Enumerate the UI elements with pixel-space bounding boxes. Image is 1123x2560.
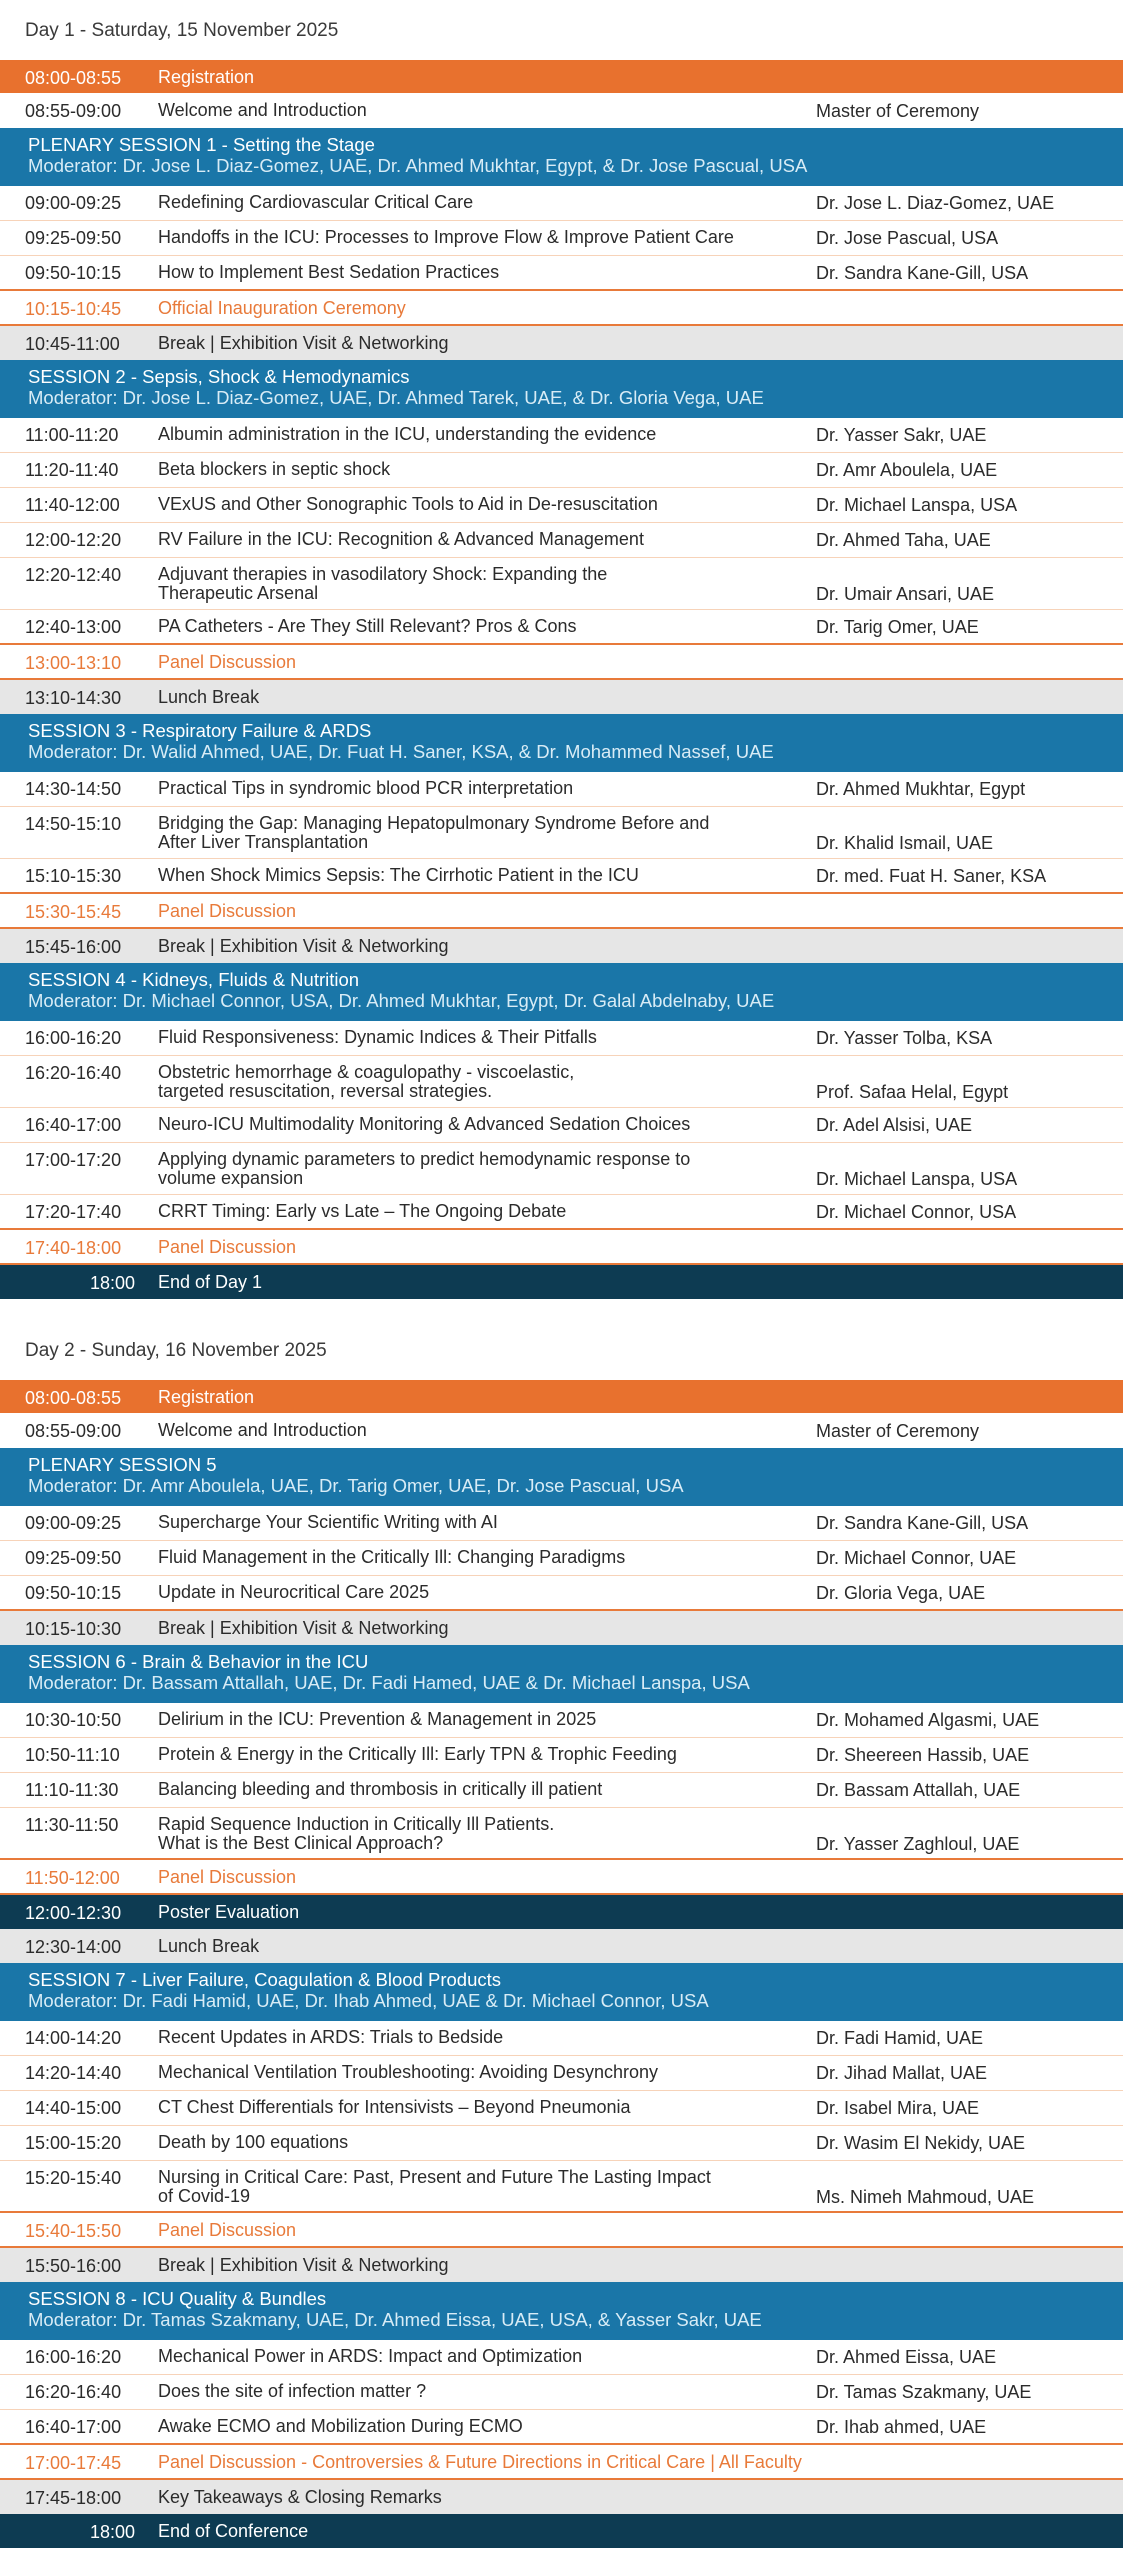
time-slot: 18:00 bbox=[89, 2522, 135, 2542]
talk-row bbox=[0, 558, 1123, 610]
session-moderators: Moderator: Dr. Walid Ahmed, UAE, Dr. Fuat H. Saner, KSA, & Dr. Mohammed Nassef, UAE bbox=[28, 741, 774, 762]
time-slot: 16:00-16:20 bbox=[25, 2347, 122, 2367]
time-slot: 17:00-17:45 bbox=[25, 2453, 122, 2473]
time-slot: 08:55-09:00 bbox=[25, 1421, 122, 1441]
speaker-name: Dr. Adel Alsisi, UAE bbox=[816, 1115, 973, 1135]
panel-discussion-row bbox=[0, 894, 1123, 929]
talk-title: Does the site of infection matter ? bbox=[158, 2381, 427, 2401]
talk-title-line: After Liver Transplantation bbox=[158, 832, 369, 852]
talk-title: Poster Evaluation bbox=[158, 1902, 300, 1922]
break-row bbox=[0, 326, 1123, 360]
talk-title-line: targeted resuscitation, reversal strategies. bbox=[158, 1081, 493, 1101]
talk-title bbox=[158, 1063, 574, 1101]
break-row bbox=[0, 1611, 1123, 1645]
time-slot: 09:00-09:25 bbox=[25, 193, 122, 213]
panel-discussion-row bbox=[0, 2213, 1123, 2248]
talk-title: End of Conference bbox=[158, 2521, 309, 2541]
talk-title-line: Bridging the Gap: Managing Hepatopulmonary Syndrome Before and bbox=[158, 813, 710, 833]
talk-title bbox=[158, 1815, 554, 1853]
speaker-name: Dr. Jose L. Diaz-Gomez, UAE bbox=[816, 193, 1055, 213]
welcome-row bbox=[0, 93, 1123, 128]
talk-row bbox=[0, 1195, 1123, 1230]
talk-title: How to Implement Best Sedation Practices bbox=[158, 262, 500, 282]
talk-title: Panel Discussion - Controversies & Future Directions in Critical Care | All Faculty bbox=[158, 2452, 802, 2472]
talk-title bbox=[158, 565, 607, 603]
talk-title-line: Therapeutic Arsenal bbox=[158, 583, 319, 603]
speaker-name: Dr. Michael Connor, UAE bbox=[816, 1548, 1017, 1568]
talk-row bbox=[0, 859, 1123, 894]
time-slot: 15:50-16:00 bbox=[25, 2256, 122, 2276]
time-slot: 14:00-14:20 bbox=[25, 2028, 122, 2048]
talk-title: When Shock Mimics Sepsis: The Cirrhotic Patient in the ICU bbox=[158, 865, 639, 885]
time-slot: 12:30-14:00 bbox=[25, 1937, 122, 1957]
speaker-name: Dr. Wasim El Nekidy, UAE bbox=[816, 2133, 1026, 2153]
time-slot: 09:25-09:50 bbox=[25, 228, 122, 248]
talk-title: Break | Exhibition Visit & Networking bbox=[158, 2255, 449, 2275]
time-slot: 08:00-08:55 bbox=[25, 1388, 122, 1408]
talk-row bbox=[0, 2161, 1123, 2213]
time-slot: 10:30-10:50 bbox=[25, 1710, 122, 1730]
talk-row bbox=[0, 1541, 1123, 1576]
time-slot: 14:30-14:50 bbox=[25, 779, 122, 799]
talk-title: Update in Neurocritical Care 2025 bbox=[158, 1582, 430, 1602]
time-slot: 11:40-12:00 bbox=[25, 495, 120, 515]
end-row bbox=[0, 1265, 1123, 1299]
talk-row bbox=[0, 2375, 1123, 2410]
talk-title: Protein & Energy in the Critically Ill: Early TPN & Trophic Feeding bbox=[158, 1744, 677, 1764]
session-header bbox=[0, 1963, 1123, 2021]
session-moderators: Moderator: Dr. Jose L. Diaz-Gomez, UAE, Dr. Ahmed Tarek, UAE, & Dr. Gloria Vega, UAE bbox=[28, 387, 764, 408]
speaker-name: Dr. Amr Aboulela, UAE bbox=[816, 460, 998, 480]
talk-row bbox=[0, 1703, 1123, 1738]
time-slot: 10:15-10:45 bbox=[25, 299, 122, 319]
time-slot: 10:50-11:10 bbox=[25, 1745, 120, 1765]
panel-discussion-row bbox=[0, 2445, 1123, 2480]
talk-title: End of Day 1 bbox=[158, 1272, 263, 1292]
session-title: SESSION 6 - Brain & Behavior in the ICU bbox=[28, 1651, 369, 1672]
speaker-name: Dr. Yasser Tolba, KSA bbox=[816, 1028, 993, 1048]
time-slot: 13:00-13:10 bbox=[25, 653, 122, 673]
time-slot: 11:20-11:40 bbox=[25, 460, 119, 480]
talk-title: Delirium in the ICU: Prevention & Management in 2025 bbox=[158, 1709, 597, 1729]
speaker-name: Dr. Ahmed Taha, UAE bbox=[816, 530, 991, 550]
time-slot: 14:20-14:40 bbox=[25, 2063, 122, 2083]
break-row bbox=[0, 929, 1123, 963]
speaker-name: Dr. Sandra Kane-Gill, USA bbox=[816, 263, 1029, 283]
talk-title: Neuro-ICU Multimodality Monitoring & Advanced Sedation Choices bbox=[158, 1114, 691, 1134]
talk-row bbox=[0, 418, 1123, 453]
talk-title: Supercharge Your Scientific Writing with AI bbox=[158, 1512, 498, 1532]
talk-title: Official Inauguration Ceremony bbox=[158, 298, 406, 318]
talk-row bbox=[0, 2126, 1123, 2161]
talk-title-line: Adjuvant therapies in vasodilatory Shock: Expanding the bbox=[158, 564, 608, 584]
time-slot: 12:00-12:30 bbox=[25, 1903, 122, 1923]
time-slot: 08:55-09:00 bbox=[25, 101, 122, 121]
time-slot: 13:10-14:30 bbox=[25, 688, 122, 708]
time-slot: 10:45-11:00 bbox=[25, 334, 120, 354]
time-slot: 17:20-17:40 bbox=[25, 1202, 122, 1222]
talk-row bbox=[0, 1738, 1123, 1773]
speaker-name: Dr. Fadi Hamid, UAE bbox=[816, 2028, 984, 2048]
speaker-name: Dr. Ahmed Eissa, UAE bbox=[816, 2347, 997, 2367]
talk-title: Panel Discussion bbox=[158, 1867, 297, 1887]
talk-row bbox=[0, 610, 1123, 645]
time-slot: 11:10-11:30 bbox=[25, 1780, 119, 1800]
time-slot: 11:00-11:20 bbox=[25, 425, 119, 445]
talk-row bbox=[0, 523, 1123, 558]
speaker-name: Dr. Ahmed Mukhtar, Egypt bbox=[816, 779, 1026, 799]
time-slot: 15:45-16:00 bbox=[25, 937, 122, 957]
talk-title: Albumin administration in the ICU, understanding the evidence bbox=[158, 424, 657, 444]
talk-row bbox=[0, 488, 1123, 523]
break-row bbox=[0, 2480, 1123, 2514]
talk-title: Panel Discussion bbox=[158, 901, 297, 921]
talk-title-line: Obstetric hemorrhage & coagulopathy - viscoelastic, bbox=[158, 1062, 575, 1082]
session-moderators: Moderator: Dr. Fadi Hamid, UAE, Dr. Ihab Ahmed, UAE & Dr. Michael Connor, USA bbox=[28, 1990, 709, 2011]
talk-row bbox=[0, 2021, 1123, 2056]
session-title: PLENARY SESSION 5 bbox=[28, 1454, 217, 1475]
session-header bbox=[0, 963, 1123, 1021]
time-slot: 14:40-15:00 bbox=[25, 2098, 122, 2118]
talk-title: Key Takeaways & Closing Remarks bbox=[158, 2487, 442, 2507]
talk-title: Redefining Cardiovascular Critical Care bbox=[158, 192, 474, 212]
talk-title bbox=[158, 814, 709, 852]
speaker-name: Dr. Gloria Vega, UAE bbox=[816, 1583, 986, 1603]
speaker-name: Dr. Jihad Mallat, UAE bbox=[816, 2063, 988, 2083]
end-row bbox=[0, 2514, 1123, 2548]
talk-title: Awake ECMO and Mobilization During ECMO bbox=[158, 2416, 523, 2436]
panel-discussion-row bbox=[0, 645, 1123, 680]
time-slot: 16:40-17:00 bbox=[25, 2417, 122, 2437]
talk-title: Lunch Break bbox=[158, 1936, 260, 1956]
time-slot: 11:30-11:50 bbox=[25, 1815, 119, 1835]
time-slot: 14:50-15:10 bbox=[25, 814, 122, 834]
time-slot: 09:00-09:25 bbox=[25, 1513, 122, 1533]
panel-discussion-row bbox=[0, 1860, 1123, 1895]
talk-title-line: of Covid-19 bbox=[158, 2186, 251, 2206]
break-row bbox=[0, 680, 1123, 714]
talk-title: CT Chest Differentials for Intensivists – Beyond Pneumonia bbox=[158, 2097, 631, 2117]
session-header bbox=[0, 1645, 1123, 1703]
time-slot: 16:40-17:00 bbox=[25, 1115, 122, 1135]
talk-row bbox=[0, 2410, 1123, 2445]
speaker-name: Ms. Nimeh Mahmoud, UAE bbox=[816, 2187, 1035, 2207]
talk-row bbox=[0, 2091, 1123, 2126]
talk-title-line: volume expansion bbox=[158, 1168, 304, 1188]
talk-row bbox=[0, 453, 1123, 488]
talk-title: Fluid Management in the Critically Ill: Changing Paradigms bbox=[158, 1547, 626, 1567]
speaker-name: Dr. Sandra Kane-Gill, USA bbox=[816, 1513, 1029, 1533]
talk-title: Panel Discussion bbox=[158, 652, 297, 672]
session-header bbox=[0, 128, 1123, 186]
talk-title bbox=[158, 1150, 690, 1188]
session-moderators: Moderator: Dr. Bassam Attallah, UAE, Dr. Fadi Hamed, UAE & Dr. Michael Lanspa, USA bbox=[28, 1672, 750, 1693]
talk-row bbox=[0, 1808, 1123, 1860]
talk-row bbox=[0, 1143, 1123, 1195]
talk-title-line: Applying dynamic parameters to predict hemodynamic response to bbox=[158, 1149, 691, 1169]
talk-row bbox=[0, 221, 1123, 256]
talk-title: Balancing bleeding and thrombosis in critically ill patient bbox=[158, 1779, 603, 1799]
talk-title: Mechanical Power in ARDS: Impact and Optimization bbox=[158, 2346, 583, 2366]
talk-title: Welcome and Introduction bbox=[158, 100, 367, 120]
talk-title: RV Failure in the ICU: Recognition & Advanced Management bbox=[158, 529, 644, 549]
speaker-name: Dr. Umair Ansari, UAE bbox=[816, 584, 995, 604]
day-2-heading: Day 2 - Sunday, 16 November 2025 bbox=[25, 1340, 327, 1361]
time-slot: 09:50-10:15 bbox=[25, 263, 122, 283]
poster-row bbox=[0, 1895, 1123, 1929]
speaker-name: Master of Ceremony bbox=[816, 101, 980, 121]
talk-title: Panel Discussion bbox=[158, 2220, 297, 2240]
speaker-name: Dr. Mohamed Algasmi, UAE bbox=[816, 1710, 1040, 1730]
time-slot: 08:00-08:55 bbox=[25, 68, 122, 88]
time-slot: 16:00-16:20 bbox=[25, 1028, 122, 1048]
talk-title: Recent Updates in ARDS: Trials to Bedside bbox=[158, 2027, 504, 2047]
speaker-name: Dr. Khalid Ismail, UAE bbox=[816, 833, 994, 853]
speaker-name: Dr. med. Fuat H. Saner, KSA bbox=[816, 866, 1047, 886]
talk-title-line: Rapid Sequence Induction in Critically Ill Patients. bbox=[158, 1814, 555, 1834]
talk-row bbox=[0, 1576, 1123, 1611]
time-slot: 12:40-13:00 bbox=[25, 617, 122, 637]
registration-row bbox=[0, 60, 1123, 93]
time-slot: 10:15-10:30 bbox=[25, 1619, 122, 1639]
session-title: SESSION 3 - Respiratory Failure & ARDS bbox=[28, 720, 372, 741]
talk-title: VExUS and Other Sonographic Tools to Aid in De-resuscitation bbox=[158, 494, 658, 514]
speaker-name: Dr. Sheereen Hassib, UAE bbox=[816, 1745, 1030, 1765]
talk-title: Welcome and Introduction bbox=[158, 1420, 367, 1440]
session-title: SESSION 8 - ICU Quality & Bundles bbox=[28, 2288, 327, 2309]
speaker-name: Dr. Yasser Sakr, UAE bbox=[816, 425, 987, 445]
session-title: PLENARY SESSION 1 - Setting the Stage bbox=[28, 134, 375, 155]
talk-title: Beta blockers in septic shock bbox=[158, 459, 391, 479]
session-header bbox=[0, 360, 1123, 418]
talk-title: PA Catheters - Are They Still Relevant? Pros & Cons bbox=[158, 616, 577, 636]
talk-row bbox=[0, 1021, 1123, 1056]
session-header bbox=[0, 2282, 1123, 2340]
talk-title: Death by 100 equations bbox=[158, 2132, 349, 2152]
break-row bbox=[0, 1929, 1123, 1963]
talk-title: Break | Exhibition Visit & Networking bbox=[158, 333, 449, 353]
session-moderators: Moderator: Dr. Michael Connor, USA, Dr. Ahmed Mukhtar, Egypt, Dr. Galal Abdelnaby, UAE bbox=[28, 990, 775, 1011]
talk-title-line: Nursing in Critical Care: Past, Present and Future The Lasting Impact bbox=[158, 2167, 711, 2187]
time-slot: 12:20-12:40 bbox=[25, 565, 122, 585]
time-slot: 15:20-15:40 bbox=[25, 2168, 122, 2188]
time-slot: 09:50-10:15 bbox=[25, 1583, 122, 1603]
time-slot: 16:20-16:40 bbox=[25, 2382, 122, 2402]
talk-row bbox=[0, 1506, 1123, 1541]
time-slot: 15:00-15:20 bbox=[25, 2133, 122, 2153]
registration-row bbox=[0, 1380, 1123, 1413]
day-1-heading: Day 1 - Saturday, 15 November 2025 bbox=[25, 20, 339, 41]
talk-row bbox=[0, 772, 1123, 807]
speaker-name: Prof. Safaa Helal, Egypt bbox=[816, 1082, 1009, 1102]
talk-title: CRRT Timing: Early vs Late – The Ongoing Debate bbox=[158, 1201, 567, 1221]
talk-row bbox=[0, 807, 1123, 859]
time-slot: 17:00-17:20 bbox=[25, 1150, 122, 1170]
speaker-name: Dr. Bassam Attallah, UAE bbox=[816, 1780, 1021, 1800]
time-slot: 11:50-12:00 bbox=[25, 1868, 120, 1888]
talk-title: Break | Exhibition Visit & Networking bbox=[158, 1618, 449, 1638]
speaker-name: Dr. Tarig Omer, UAE bbox=[816, 617, 979, 637]
speaker-name: Dr. Michael Lanspa, USA bbox=[816, 1169, 1018, 1189]
break-row bbox=[0, 2248, 1123, 2282]
talk-title: Registration bbox=[158, 1387, 255, 1407]
session-title: SESSION 4 - Kidneys, Fluids & Nutrition bbox=[28, 969, 360, 990]
talk-title-line: What is the Best Clinical Approach? bbox=[158, 1833, 444, 1853]
talk-title: Handoffs in the ICU: Processes to Improve Flow & Improve Patient Care bbox=[158, 227, 734, 247]
talk-title: Practical Tips in syndromic blood PCR interpretation bbox=[158, 778, 574, 798]
session-header bbox=[0, 714, 1123, 772]
speaker-name: Master of Ceremony bbox=[816, 1421, 980, 1441]
speaker-name: Dr. Isabel Mira, UAE bbox=[816, 2098, 980, 2118]
time-slot: 17:40-18:00 bbox=[25, 1238, 122, 1258]
session-header bbox=[0, 1448, 1123, 1506]
speaker-name: Dr. Jose Pascual, USA bbox=[816, 228, 999, 248]
speaker-name: Dr. Tamas Szakmany, UAE bbox=[816, 2382, 1032, 2402]
session-title: SESSION 7 - Liver Failure, Coagulation & Blood Products bbox=[28, 1969, 502, 1990]
talk-row bbox=[0, 2056, 1123, 2091]
time-slot: 15:30-15:45 bbox=[25, 902, 122, 922]
speaker-name: Dr. Yasser Zaghloul, UAE bbox=[816, 1834, 1020, 1854]
talk-title: Mechanical Ventilation Troubleshooting: Avoiding Desynchrony bbox=[158, 2062, 658, 2082]
talk-row bbox=[0, 2340, 1123, 2375]
panel-discussion-row bbox=[0, 291, 1123, 326]
time-slot: 18:00 bbox=[89, 1273, 135, 1293]
time-slot: 17:45-18:00 bbox=[25, 2488, 122, 2508]
talk-row bbox=[0, 1108, 1123, 1143]
talk-title bbox=[158, 2168, 711, 2206]
time-slot: 15:40-15:50 bbox=[25, 2221, 122, 2241]
talk-title: Lunch Break bbox=[158, 687, 260, 707]
speaker-name: Dr. Michael Connor, USA bbox=[816, 1202, 1017, 1222]
talk-row bbox=[0, 1773, 1123, 1808]
time-slot: 12:00-12:20 bbox=[25, 530, 122, 550]
session-moderators: Moderator: Dr. Jose L. Diaz-Gomez, UAE, Dr. Ahmed Mukhtar, Egypt, & Dr. Jose Pascual, USA bbox=[28, 155, 808, 176]
talk-title: Break | Exhibition Visit & Networking bbox=[158, 936, 449, 956]
welcome-row bbox=[0, 1413, 1123, 1448]
panel-discussion-row bbox=[0, 1230, 1123, 1265]
talk-title: Fluid Responsiveness: Dynamic Indices & Their Pitfalls bbox=[158, 1027, 597, 1047]
time-slot: 16:20-16:40 bbox=[25, 1063, 122, 1083]
session-title: SESSION 2 - Sepsis, Shock & Hemodynamics bbox=[28, 366, 410, 387]
time-slot: 09:25-09:50 bbox=[25, 1548, 122, 1568]
talk-row bbox=[0, 186, 1123, 221]
talk-title: Panel Discussion bbox=[158, 1237, 297, 1257]
talk-row bbox=[0, 1056, 1123, 1108]
session-moderators: Moderator: Dr. Amr Aboulela, UAE, Dr. Tarig Omer, UAE, Dr. Jose Pascual, USA bbox=[28, 1475, 684, 1496]
talk-row bbox=[0, 256, 1123, 291]
speaker-name: Dr. Ihab ahmed, UAE bbox=[816, 2417, 987, 2437]
talk-title: Registration bbox=[158, 67, 255, 87]
time-slot: 15:10-15:30 bbox=[25, 866, 122, 886]
session-moderators: Moderator: Dr. Tamas Szakmany, UAE, Dr. Ahmed Eissa, UAE, USA, & Yasser Sakr, UAE bbox=[28, 2309, 762, 2330]
speaker-name: Dr. Michael Lanspa, USA bbox=[816, 495, 1018, 515]
